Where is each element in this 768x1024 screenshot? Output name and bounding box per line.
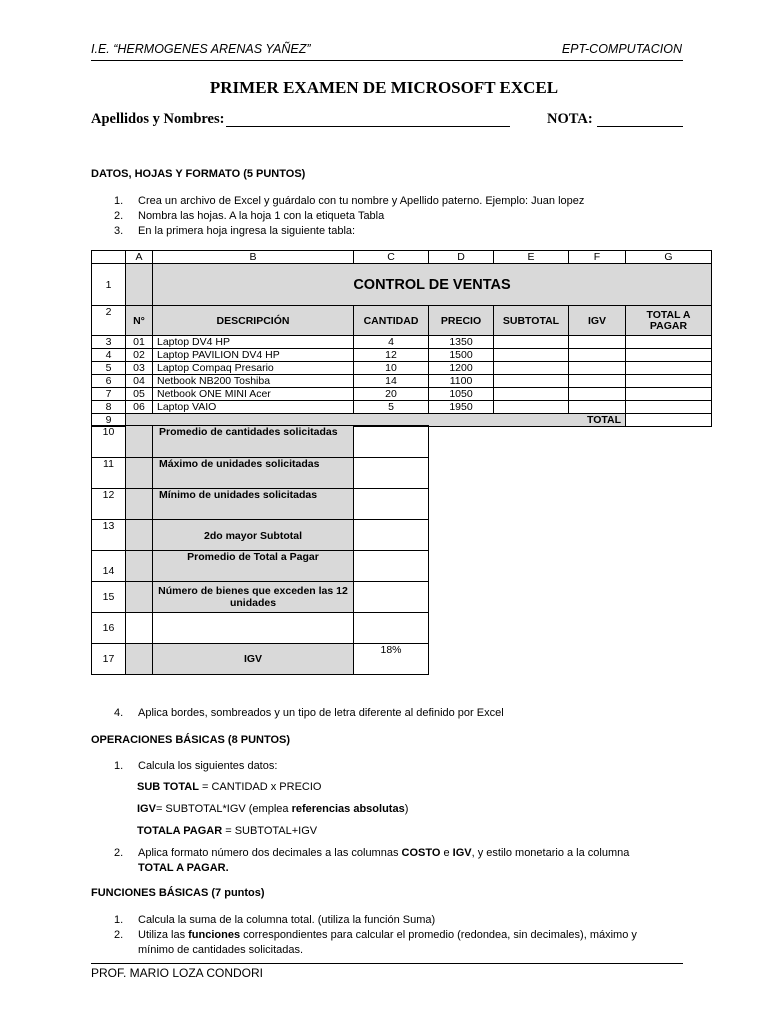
list-item: 1. Calcula la suma de la columna total. (utiliza la función Suma) [114, 914, 436, 926]
section-2-title: OPERACIONES BÁSICAS (8 PUNTOS) [91, 734, 291, 746]
name-label: Apellidos y Nombres: [91, 111, 225, 127]
stats-row: 16 [92, 613, 429, 644]
exam-title: PRIMER EXAMEN DE MICROSOFT EXCEL [209, 78, 559, 97]
stats-row: 17 IGV 18% [92, 644, 429, 675]
title-row [92, 264, 712, 306]
sales-table [91, 250, 712, 427]
table-row: 3 01 Laptop DV4 HP 4 1350 [92, 336, 712, 349]
list-item-cont: mínimo de cantidades solicitadas. [138, 944, 304, 956]
list-item: 1. Crea un archivo de Excel y guárdalo con tu nombre y Apellido paterno. Ejemplo: Juan lopez [114, 195, 585, 207]
col-letter: B [153, 251, 354, 264]
section-1-list-cont [114, 706, 504, 721]
list-item: 4. Aplica bordes, sombreados y un tipo de letra diferente al definido por Excel [114, 707, 504, 719]
stats-row: 12 Mínimo de unidades solicitadas [92, 489, 429, 520]
table-row: 5 03 Laptop Compaq Presario 10 1200 [92, 362, 712, 375]
col-letter: E [494, 251, 569, 264]
grade-blank[interactable] [597, 126, 683, 127]
header-row [92, 306, 712, 336]
stats-row: 14 Promedio de Total a Pagar [92, 551, 429, 582]
list-item-cont: TOTAL A PAGAR. [138, 862, 229, 874]
header-cell: PRECIO [429, 306, 494, 336]
section-3-title: FUNCIONES BÁSICAS (7 puntos) [91, 887, 265, 899]
section-1-title: DATOS, HOJAS Y FORMATO (5 PUNTOS) [91, 168, 306, 180]
row-num: 9 [92, 414, 126, 427]
list-item: 1. Calcula los siguientes datos: [114, 760, 278, 772]
list-item: 2. Aplica formato número dos decimales a las columnas COSTO e IGV, y estilo monetario a la columna [114, 847, 630, 859]
header-course: EPT-COMPUTACION [561, 42, 682, 56]
table-row: 7 05 Netbook ONE MINI Acer 20 1050 [92, 388, 712, 401]
formula-igv: IGV= SUBTOTAL*IGV (emplea referencias absolutas) [137, 803, 409, 815]
grade-label: NOTA: [547, 111, 593, 127]
section-3-list [114, 913, 682, 958]
header-cell: IGV [569, 306, 626, 336]
list-item: 2. Utiliza las funciones correspondientes para calcular el promedio (redondea, sin decimales), máximo y [114, 929, 637, 941]
section-2-list-2 [114, 846, 682, 876]
stats-row: 10 Promedio de cantidades solicitadas [92, 426, 429, 458]
col-letter: F [569, 251, 626, 264]
total-label: TOTAL [586, 414, 621, 426]
corner-cell [92, 251, 126, 264]
table-row: 8 06 Laptop VAIO 5 1950 [92, 401, 712, 414]
stats-row: 13 2do mayor Subtotal [92, 520, 429, 551]
header-school: I.E. “HERMOGENES ARENAS YAÑEZ” [91, 42, 311, 56]
name-blank[interactable] [226, 126, 510, 127]
header-cell: CANTIDAD [354, 306, 429, 336]
header-cell: SUBTOTAL [494, 306, 569, 336]
header-cell: N° [126, 306, 153, 336]
table-row: 4 02 Laptop PAVILION DV4 HP 12 1500 [92, 349, 712, 362]
table-row: 6 04 Netbook NB200 Toshiba 14 1100 [92, 375, 712, 388]
stats-row: 11 Máximo de unidades solicitadas [92, 458, 429, 489]
list-item: 2. Nombra las hojas. A la hoja 1 con la etiqueta Tabla [114, 210, 385, 222]
column-letters-row [92, 251, 712, 264]
col-letter: A [126, 251, 153, 264]
section-1-list [114, 194, 584, 239]
footer-teacher: PROF. MARIO LOZA CONDORI [91, 966, 264, 980]
col-letter: D [429, 251, 494, 264]
total-cell[interactable] [626, 414, 712, 427]
stats-row: 15 Número de bienes que exceden las 12 unidades [92, 582, 429, 613]
header-cell: TOTAL A PAGAR [626, 306, 712, 336]
col-letter: G [626, 251, 712, 264]
section-2-list [114, 759, 277, 774]
row-num: 2 [92, 306, 126, 336]
col-letter: C [354, 251, 429, 264]
header-cell: DESCRIPCIÓN [153, 306, 354, 336]
header-rule [91, 60, 683, 61]
formula-total: TOTALA PAGAR = SUBTOTAL+IGV [137, 825, 318, 837]
row-num: 1 [92, 264, 126, 306]
stats-table [91, 425, 429, 675]
igv-rate[interactable]: 18% [354, 644, 429, 675]
formula-subtotal: SUB TOTAL = CANTIDAD x PRECIO [137, 781, 322, 793]
footer-rule [91, 963, 683, 964]
table-title: CONTROL DE VENTAS [153, 264, 712, 306]
list-item: 3. En la primera hoja ingresa la siguiente tabla: [114, 225, 356, 237]
